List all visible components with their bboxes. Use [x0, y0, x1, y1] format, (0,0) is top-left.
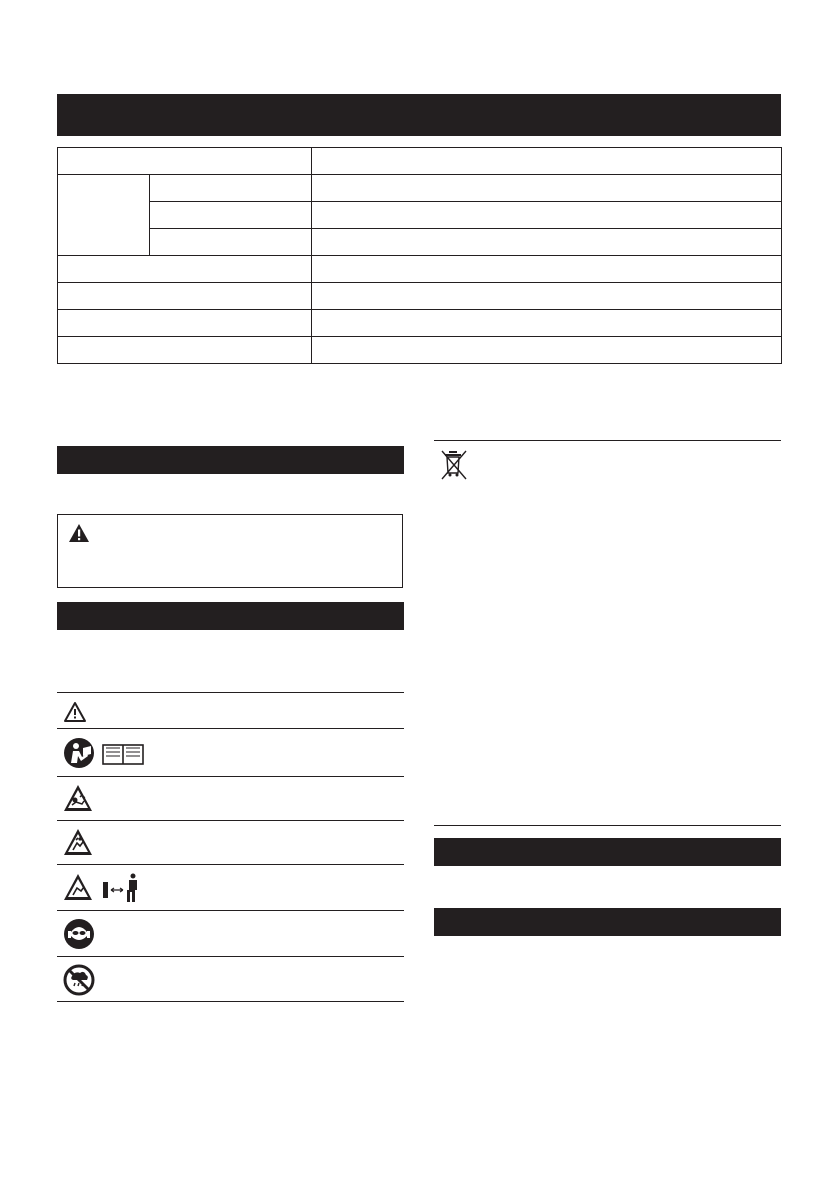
table-cell — [312, 310, 782, 337]
warning-icon — [68, 523, 90, 543]
table-cell — [58, 283, 312, 310]
keep-bystanders-away-icon — [63, 872, 149, 904]
specifications-title-bar — [57, 94, 781, 136]
table-cell — [150, 202, 312, 229]
flying-debris-icon — [63, 784, 93, 812]
table-row — [58, 337, 782, 364]
no-rain-icon — [63, 964, 95, 996]
table-row — [58, 310, 782, 337]
table-cell — [150, 229, 312, 256]
symbol-row-read-manual — [57, 728, 404, 777]
table-row — [58, 283, 782, 310]
symbol-row-keep-distance — [57, 864, 404, 911]
disposal-top-rule — [434, 440, 781, 441]
table-row — [58, 175, 782, 202]
table-cell — [312, 148, 782, 175]
table-cell — [58, 337, 312, 364]
crossed-bin-icon — [440, 449, 468, 481]
table-cell — [58, 175, 150, 256]
symbol-row-no-rain — [57, 956, 404, 1002]
disposal-bottom-rule — [434, 825, 781, 826]
read-manual-icon — [63, 737, 153, 769]
thrown-objects-warning-icon — [63, 828, 93, 856]
intended-use-header — [57, 446, 404, 474]
table-row — [58, 148, 782, 175]
table-cell — [312, 229, 782, 256]
symbol-row-flying-debris — [57, 776, 404, 821]
table-row — [58, 256, 782, 283]
table-cell — [312, 175, 782, 202]
symbol-row-thrown-objects — [57, 820, 404, 865]
table-cell — [312, 256, 782, 283]
table-cell — [312, 337, 782, 364]
table-row — [58, 202, 782, 229]
section-header-bar — [434, 838, 781, 866]
table-cell — [58, 310, 312, 337]
section-header-bar — [434, 908, 781, 936]
table-cell — [312, 202, 782, 229]
table-cell — [150, 175, 312, 202]
symbol-row-warning — [57, 692, 404, 729]
wear-protection-icon — [63, 918, 95, 950]
specifications-table — [57, 147, 782, 364]
table-cell — [58, 148, 312, 175]
warning-box — [57, 514, 403, 588]
safety-warnings-header — [57, 602, 404, 630]
symbol-row-wear-protection — [57, 910, 404, 957]
table-row — [58, 229, 782, 256]
table-cell — [58, 256, 312, 283]
warning-triangle-icon — [63, 701, 87, 723]
table-cell — [312, 283, 782, 310]
